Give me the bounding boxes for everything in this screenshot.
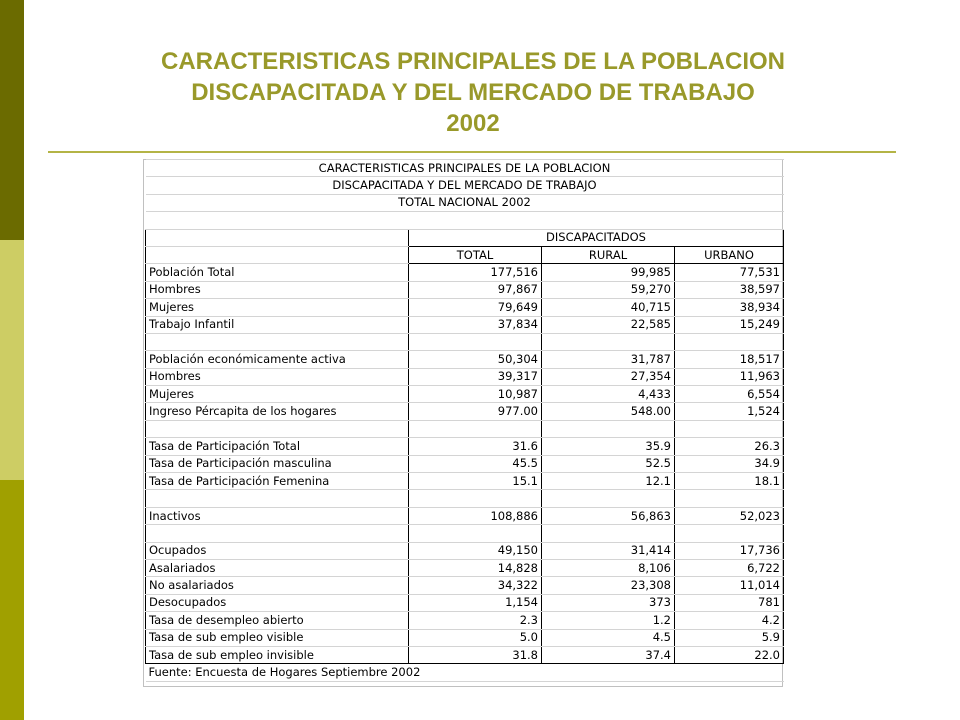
cell-total: 108,886: [409, 507, 542, 524]
cell-total: 14,828: [409, 559, 542, 576]
cell-rural: 40,715: [542, 299, 675, 316]
cell-rural: 35.9: [542, 438, 675, 455]
row-label: Población Total: [146, 264, 409, 281]
table-row: [146, 281, 784, 298]
side-bar-dark-segment: [0, 0, 24, 240]
table-row: [146, 455, 784, 472]
cell-rural: 31,414: [542, 542, 675, 559]
cell-urbano: 26.3: [675, 438, 784, 455]
slide-title-line-3: 2002: [446, 110, 500, 137]
table-row: [146, 333, 784, 350]
cell-urbano: 18.1: [675, 473, 784, 490]
cell-urbano: 77,531: [675, 264, 784, 281]
cell-rural: [542, 420, 675, 437]
cell-total: 37,834: [409, 316, 542, 333]
cell-rural: 8,106: [542, 559, 675, 576]
cell-total: 2.3: [409, 612, 542, 629]
title-divider: [48, 151, 896, 153]
table-row: [146, 490, 784, 507]
row-label: Tasa de sub empleo visible: [146, 629, 409, 646]
row-label: [146, 525, 409, 542]
side-bar-mid-segment: [0, 480, 24, 720]
cell-rural: [542, 525, 675, 542]
row-label: [146, 420, 409, 437]
table-row: [146, 542, 784, 559]
cell-urbano: 4.2: [675, 612, 784, 629]
row-label: Inactivos: [146, 507, 409, 524]
slide-title: [48, 46, 898, 139]
cell-urbano: 6,554: [675, 386, 784, 403]
table-row: [146, 594, 784, 611]
corner-cell: [146, 246, 409, 263]
cell-urbano: 11,963: [675, 368, 784, 385]
cell-total: 97,867: [409, 281, 542, 298]
cell-rural: 56,863: [542, 507, 675, 524]
cell-rural: 4,433: [542, 386, 675, 403]
source-note: Fuente: Encuesta de Hogares Septiembre 2002: [146, 664, 784, 681]
row-label: Tasa de desempleo abierto: [146, 612, 409, 629]
cell-urbano: 52,023: [675, 507, 784, 524]
table-row: [146, 299, 784, 316]
cell-urbano: 5.9: [675, 629, 784, 646]
cell-rural: 548.00: [542, 403, 675, 420]
column-header-rural: RURAL: [542, 246, 675, 263]
row-label: Hombres: [146, 368, 409, 385]
table-row: [146, 473, 784, 490]
table-row: [146, 264, 784, 281]
cell-total: 49,150: [409, 542, 542, 559]
column-group-row: [146, 229, 784, 246]
slide-title-line-1: CARACTERISTICAS PRINCIPALES DE LA POBLACION: [160, 48, 786, 75]
cell-urbano: [675, 525, 784, 542]
cell-total: 34,322: [409, 577, 542, 594]
table-row: [146, 351, 784, 368]
table-header-row: [146, 160, 784, 177]
table-header-line-1: CARACTERISTICAS PRINCIPALES DE LA POBLACION: [146, 160, 784, 177]
cell-urbano: 781: [675, 594, 784, 611]
cell-total: 5.0: [409, 629, 542, 646]
cell-total: 31.6: [409, 438, 542, 455]
cell-total: 977.00: [409, 403, 542, 420]
column-header-urbano: URBANO: [675, 246, 784, 263]
table-row: [146, 403, 784, 420]
cell-total: 79,649: [409, 299, 542, 316]
table-header-line-3: TOTAL NACIONAL 2002: [146, 194, 784, 211]
spacer-cell: [146, 212, 784, 229]
cell-rural: [542, 490, 675, 507]
row-label: Población económicamente activa: [146, 351, 409, 368]
group-header-discapacitados: DISCAPACITADOS: [409, 229, 784, 246]
row-label: Trabajo Infantil: [146, 316, 409, 333]
cell-urbano: 15,249: [675, 316, 784, 333]
cell-rural: 27,354: [542, 368, 675, 385]
cell-rural: 22,585: [542, 316, 675, 333]
column-header-row: [146, 246, 784, 263]
column-header-total: TOTAL: [409, 246, 542, 263]
table-header-row: [146, 194, 784, 211]
slide-title-line-2: DISCAPACITADA Y DEL MERCADO DE TRABAJO: [191, 79, 755, 106]
cell-total: 10,987: [409, 386, 542, 403]
cell-rural: 99,985: [542, 264, 675, 281]
cell-rural: 37.4: [542, 646, 675, 663]
row-label: Mujeres: [146, 386, 409, 403]
cell-urbano: [675, 490, 784, 507]
cell-total: 50,304: [409, 351, 542, 368]
cell-rural: 1.2: [542, 612, 675, 629]
row-label: Tasa de Participación masculina: [146, 455, 409, 472]
cell-total: [409, 490, 542, 507]
table-row: [146, 646, 784, 663]
cell-urbano: [675, 333, 784, 350]
cell-total: [409, 525, 542, 542]
row-label: Tasa de Participación Femenina: [146, 473, 409, 490]
cell-total: 45.5: [409, 455, 542, 472]
cell-rural: 4.5: [542, 629, 675, 646]
row-label: Tasa de Participación Total: [146, 438, 409, 455]
table-row: [146, 559, 784, 576]
cell-rural: [542, 333, 675, 350]
cell-urbano: 11,014: [675, 577, 784, 594]
cell-total: 15.1: [409, 473, 542, 490]
cell-total: 31.8: [409, 646, 542, 663]
cell-rural: 52.5: [542, 455, 675, 472]
cell-urbano: 22.0: [675, 646, 784, 663]
cell-total: 39,317: [409, 368, 542, 385]
table-row: [146, 525, 784, 542]
table-row: [146, 386, 784, 403]
cell-total: 177,516: [409, 264, 542, 281]
row-label: Asalariados: [146, 559, 409, 576]
row-label: Ingreso Pércapita de los hogares: [146, 403, 409, 420]
cell-rural: 59,270: [542, 281, 675, 298]
cell-total: 1,154: [409, 594, 542, 611]
table-row: [146, 612, 784, 629]
table-row: [146, 577, 784, 594]
cell-total: [409, 333, 542, 350]
source-row: [146, 664, 784, 681]
table-row: [146, 368, 784, 385]
side-decoration-bar: [0, 0, 24, 720]
cell-rural: 31,787: [542, 351, 675, 368]
row-label: No asalariados: [146, 577, 409, 594]
cell-urbano: 34.9: [675, 455, 784, 472]
data-table: [145, 159, 784, 682]
cell-urbano: 18,517: [675, 351, 784, 368]
cell-urbano: 1,524: [675, 403, 784, 420]
cell-urbano: 38,597: [675, 281, 784, 298]
table-row: [146, 629, 784, 646]
cell-rural: 12.1: [542, 473, 675, 490]
row-label: Ocupados: [146, 542, 409, 559]
table-row: [146, 507, 784, 524]
cell-urbano: 17,736: [675, 542, 784, 559]
table-header-line-2: DISCAPACITADA Y DEL MERCADO DE TRABAJO: [146, 177, 784, 194]
table-row: [146, 438, 784, 455]
row-label: [146, 490, 409, 507]
cell-urbano: 6,722: [675, 559, 784, 576]
cell-rural: 23,308: [542, 577, 675, 594]
row-label: [146, 333, 409, 350]
table-spacer-row: [146, 212, 784, 229]
side-bar-light-segment: [0, 240, 24, 480]
table-header-row: [146, 177, 784, 194]
row-label: Desocupados: [146, 594, 409, 611]
table-row: [146, 420, 784, 437]
row-label: Mujeres: [146, 299, 409, 316]
cell-total: [409, 420, 542, 437]
cell-urbano: [675, 420, 784, 437]
row-label: Hombres: [146, 281, 409, 298]
corner-cell: [146, 229, 409, 246]
cell-rural: 373: [542, 594, 675, 611]
table-row: [146, 316, 784, 333]
cell-urbano: 38,934: [675, 299, 784, 316]
row-label: Tasa de sub empleo invisible: [146, 646, 409, 663]
